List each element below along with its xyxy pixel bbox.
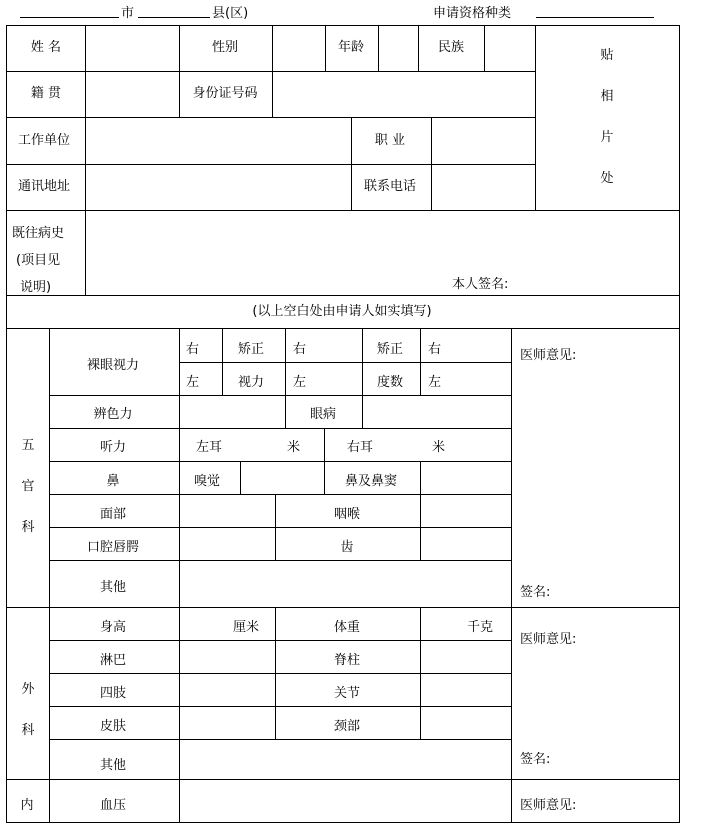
surgery-other-label: 其他 [99, 758, 127, 773]
applicant-signature-label: 本人签名: [452, 277, 509, 292]
photo-area[interactable] [597, 46, 617, 189]
left-ear-label: 左耳 [196, 440, 223, 455]
spine-label: 脊柱 [333, 653, 361, 668]
qualification-label: 申请资格种类 [433, 6, 512, 21]
correction-label: 矫正 [377, 342, 404, 357]
degree-label: 度数 [377, 375, 404, 390]
photo-char: 片 [600, 130, 614, 145]
naked-vision-label: 裸眼视力 [86, 358, 140, 373]
skin-label: 皮肤 [99, 719, 127, 734]
surgery-char: 科 [21, 723, 35, 738]
photo-char: 相 [600, 89, 614, 104]
photo-char: 处 [600, 171, 614, 186]
mouth-label: 口腔唇腭 [86, 540, 140, 555]
smell-label: 嗅觉 [194, 474, 221, 489]
ent-char: 科 [21, 520, 35, 535]
right-eye-label: 右 [186, 342, 200, 357]
photo-char: 贴 [600, 48, 614, 63]
age-label: 年龄 [337, 40, 365, 55]
phone-label: 联系电话 [363, 179, 417, 194]
nose-label: 鼻 [106, 474, 120, 489]
sinus-label: 鼻及鼻窦 [344, 474, 398, 489]
vision-label: 视力 [238, 375, 265, 390]
id-number-label: 身份证号码 [192, 86, 258, 101]
history-line: (项目见 [16, 253, 61, 268]
neck-label: 颈部 [333, 719, 361, 734]
ent-signature-label: 签名: [520, 585, 551, 600]
corrected-label: 矫正 [238, 342, 265, 357]
eye-disease-label: 眼病 [309, 407, 337, 422]
weight-unit: 千克 [467, 620, 494, 635]
left-eye-label: 左 [186, 375, 200, 390]
ent-other-label: 其他 [99, 580, 127, 595]
teeth-label: 齿 [340, 540, 354, 555]
medical-history-label [12, 220, 64, 301]
weight-label: 体重 [333, 620, 361, 635]
joints-label: 关节 [333, 686, 361, 701]
height-unit: 厘米 [233, 620, 260, 635]
gender-label: 性别 [211, 40, 239, 55]
ent-doctor-opinion-label: 医师意见: [520, 348, 577, 363]
right-ear-unit: 米 [432, 440, 446, 455]
right-ear-label: 右耳 [347, 440, 374, 455]
work-unit-label: 工作单位 [17, 133, 71, 148]
history-line: 既往病史 [12, 226, 65, 241]
fill-note: (以上空白处由申请人如实填写) [252, 304, 432, 319]
throat-label: 咽喉 [333, 507, 361, 522]
left-degree-label: 左 [428, 375, 442, 390]
name-label: 姓 名 [30, 40, 62, 55]
occupation-label: 职 业 [374, 133, 406, 148]
height-label: 身高 [99, 620, 127, 635]
ent-section-label [18, 425, 38, 548]
ethnicity-label: 民族 [437, 40, 465, 55]
lymph-label: 淋巴 [99, 653, 127, 668]
left-ear-unit: 米 [287, 440, 301, 455]
blood-pressure-label: 血压 [99, 798, 127, 813]
ent-char: 五 [21, 438, 35, 453]
city-blank[interactable] [20, 17, 119, 18]
qualification-blank[interactable] [536, 17, 654, 18]
native-place-label: 籍 贯 [30, 86, 62, 101]
county-label: 县(区) [212, 6, 249, 21]
history-line: 说明) [20, 280, 52, 295]
ent-char: 官 [21, 479, 35, 494]
limbs-label: 四肢 [99, 686, 127, 701]
surgery-signature-label: 签名: [520, 752, 551, 767]
right-eye-corrected-label: 右 [293, 342, 307, 357]
face-label: 面部 [99, 507, 127, 522]
internal-section-label: 内 [20, 798, 34, 813]
surgery-section-label [18, 669, 38, 751]
right-degree-label: 右 [428, 342, 442, 357]
county-blank[interactable] [138, 17, 210, 18]
address-label: 通讯地址 [17, 179, 71, 194]
internal-doctor-opinion-label: 医师意见: [520, 798, 577, 813]
surgery-doctor-opinion-label: 医师意见: [520, 632, 577, 647]
color-vision-label: 辨色力 [93, 407, 133, 422]
left-eye-corrected-label: 左 [293, 375, 307, 390]
city-label: 市 [121, 6, 135, 21]
hearing-label: 听力 [99, 440, 127, 455]
surgery-char: 外 [21, 682, 35, 697]
